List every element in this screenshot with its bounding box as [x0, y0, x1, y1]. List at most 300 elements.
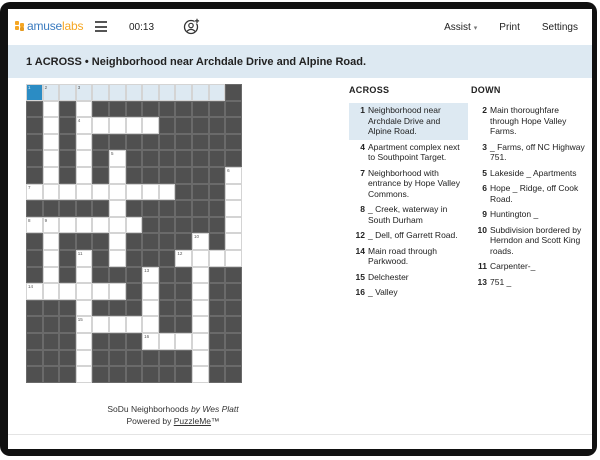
grid-cell[interactable] — [76, 217, 93, 234]
grid-cell[interactable] — [209, 250, 226, 267]
clue-text: Neighborhood with entrance by Hope Valley Commons. — [368, 167, 460, 199]
grid-block — [59, 167, 76, 184]
grid-cell[interactable] — [159, 84, 176, 101]
grid-block — [159, 217, 176, 234]
grid-block — [225, 84, 242, 101]
grid-block — [59, 150, 76, 167]
grid-cell[interactable] — [76, 250, 93, 267]
grid-cell[interactable] — [192, 366, 209, 383]
grid-cell[interactable] — [109, 316, 126, 333]
grid-cell[interactable] — [109, 217, 126, 234]
grid-block — [175, 167, 192, 184]
grid-cell[interactable] — [109, 200, 126, 217]
grid-block — [109, 333, 126, 350]
grid-block — [126, 167, 143, 184]
grid-block — [26, 366, 43, 383]
cell-number: 7 — [28, 184, 31, 190]
grid-block — [142, 101, 159, 118]
clue-number: 11 — [478, 261, 487, 271]
grid-block — [76, 200, 93, 217]
grid-block — [209, 267, 226, 284]
grid-block — [59, 350, 76, 367]
grid-block — [26, 316, 43, 333]
grid-block — [225, 101, 242, 118]
down-clue-11[interactable] — [471, 259, 589, 275]
grid-block — [26, 134, 43, 151]
grid-block — [159, 200, 176, 217]
grid-cell[interactable] — [175, 250, 192, 267]
cell-number: 11 — [77, 250, 83, 256]
grid-cell[interactable] — [142, 300, 159, 317]
grid-block — [225, 150, 242, 167]
grid-cell[interactable] — [109, 167, 126, 184]
grid-cell[interactable] — [225, 250, 242, 267]
grid-cell[interactable] — [142, 84, 159, 101]
grid-block — [225, 366, 242, 383]
grid-cell[interactable] — [209, 84, 226, 101]
down-clue-5[interactable] — [471, 166, 589, 182]
grid-cell[interactable] — [43, 184, 60, 201]
down-clue-13[interactable] — [471, 275, 589, 291]
grid-block — [159, 150, 176, 167]
clue-text: Neighborhood near Archdale Drive and Alpine Road. — [368, 105, 441, 136]
down-heading: DOWN — [471, 85, 501, 95]
down-clue-list — [471, 103, 589, 290]
grid-block — [26, 117, 43, 134]
grid-block — [159, 167, 176, 184]
grid-cell[interactable] — [192, 350, 209, 367]
grid-cell[interactable] — [76, 184, 93, 201]
grid-block — [175, 200, 192, 217]
grid-block — [209, 366, 226, 383]
logo-text-amuse: amuse — [27, 19, 63, 33]
clue-text: Carpenter-_ — [490, 261, 536, 271]
clue-text: Main thoroughfare through Hope Valley Farms. — [490, 105, 567, 136]
cell-number: 12 — [177, 250, 183, 256]
powered-by-label: Powered by — [126, 416, 172, 426]
grid-block — [59, 267, 76, 284]
grid-block — [209, 134, 226, 151]
grid-cell[interactable] — [159, 333, 176, 350]
grid-cell[interactable] — [142, 316, 159, 333]
grid-cell[interactable] — [43, 233, 60, 250]
grid-cell[interactable] — [26, 217, 43, 234]
grid-block — [26, 350, 43, 367]
grid-block — [159, 350, 176, 367]
grid-cell[interactable] — [225, 184, 242, 201]
grid-cell[interactable] — [192, 333, 209, 350]
grid-block — [43, 300, 60, 317]
grid-block — [92, 167, 109, 184]
down-clue-3[interactable] — [471, 140, 589, 166]
grid-cell[interactable] — [142, 184, 159, 201]
grid-block — [159, 250, 176, 267]
grid-block — [192, 134, 209, 151]
clue-number: 7 — [360, 167, 365, 178]
down-clue-2[interactable] — [471, 103, 589, 140]
grid-block — [209, 316, 226, 333]
grid-block — [192, 167, 209, 184]
grid-block — [59, 200, 76, 217]
grid-cell[interactable] — [43, 167, 60, 184]
clue-text: _ Dell, off Garrett Road. — [368, 230, 458, 240]
clue-number: 1 — [360, 105, 365, 115]
across-clue-8[interactable] — [349, 202, 468, 228]
grid-block — [159, 267, 176, 284]
grid-cell[interactable] — [109, 184, 126, 201]
grid-block — [209, 117, 226, 134]
top-bar — [8, 9, 592, 45]
grid-cell[interactable] — [142, 117, 159, 134]
grid-cell[interactable] — [109, 117, 126, 134]
grid-block — [142, 217, 159, 234]
grid-block — [43, 350, 60, 367]
grid-block — [209, 300, 226, 317]
grid-block — [225, 283, 242, 300]
grid-block — [26, 233, 43, 250]
grid-cell[interactable] — [192, 84, 209, 101]
grid-block — [26, 167, 43, 184]
grid-block — [59, 316, 76, 333]
grid-block — [159, 300, 176, 317]
grid-block — [92, 366, 109, 383]
grid-cell[interactable] — [109, 150, 126, 167]
grid-cell[interactable] — [159, 184, 176, 201]
crossword-grid[interactable] — [26, 84, 242, 383]
grid-block — [159, 134, 176, 151]
grid-block — [43, 200, 60, 217]
grid-cell[interactable] — [76, 300, 93, 317]
cell-number: 14 — [28, 284, 34, 290]
down-clue-6[interactable] — [471, 181, 589, 207]
grid-cell[interactable] — [126, 316, 143, 333]
grid-block — [92, 134, 109, 151]
grid-cell[interactable] — [225, 200, 242, 217]
grid-block — [175, 150, 192, 167]
grid-cell[interactable] — [43, 84, 60, 101]
app-screen — [8, 9, 592, 449]
grid-block — [209, 150, 226, 167]
grid-block — [209, 184, 226, 201]
puzzle-title: SoDu Neighborhoods — [107, 404, 189, 414]
grid-cell[interactable] — [126, 117, 143, 134]
grid-cell[interactable] — [225, 217, 242, 234]
grid-block — [126, 283, 143, 300]
grid-block — [126, 333, 143, 350]
crossword-grid-container — [26, 84, 242, 383]
grid-block — [192, 184, 209, 201]
across-clue-15[interactable] — [349, 270, 468, 286]
grid-block — [59, 233, 76, 250]
grid-block — [225, 117, 242, 134]
clue-number: 16 — [355, 287, 365, 297]
grid-cell[interactable] — [92, 316, 109, 333]
clue-number: 10 — [477, 224, 487, 235]
grid-block — [142, 150, 159, 167]
grid-block — [59, 250, 76, 267]
clue-text: Apartment complex next to Southpoint Target. — [368, 141, 460, 162]
grid-block — [126, 233, 143, 250]
grid-cell[interactable] — [76, 316, 93, 333]
grid-block — [92, 233, 109, 250]
grid-block — [92, 101, 109, 118]
grid-cell[interactable] — [26, 283, 43, 300]
across-heading: ACROSS — [349, 85, 390, 95]
grid-cell[interactable] — [92, 217, 109, 234]
clue-text: Delchester — [368, 271, 409, 282]
clue-text: _ Creek, waterway in South Durham — [368, 204, 448, 225]
grid-block — [109, 101, 126, 118]
grid-cell[interactable] — [225, 233, 242, 250]
grid-block — [92, 350, 109, 367]
grid-cell[interactable] — [142, 267, 159, 284]
grid-block — [126, 250, 143, 267]
grid-block — [175, 366, 192, 383]
grid-block — [225, 316, 242, 333]
grid-cell[interactable] — [43, 134, 60, 151]
grid-block — [26, 250, 43, 267]
grid-block — [209, 233, 226, 250]
grid-cell[interactable] — [43, 283, 60, 300]
grid-cell[interactable] — [43, 217, 60, 234]
across-clue-4[interactable] — [349, 140, 468, 166]
grid-block — [142, 366, 159, 383]
timer[interactable]: 00:13 — [129, 22, 155, 33]
cell-number: 13 — [144, 267, 150, 273]
clue-number: 14 — [355, 245, 365, 256]
grid-block — [59, 333, 76, 350]
grid-block — [43, 316, 60, 333]
grid-cell[interactable] — [43, 101, 60, 118]
cell-number: 4 — [77, 118, 81, 124]
chevron-down-icon: ▾ — [473, 25, 478, 32]
grid-cell[interactable] — [92, 184, 109, 201]
grid-cell[interactable] — [92, 283, 109, 300]
across-clue-7[interactable] — [349, 166, 468, 203]
clue-number: 5 — [482, 167, 487, 178]
grid-block — [175, 300, 192, 317]
print-button[interactable]: Print — [499, 22, 520, 33]
grid-block — [159, 316, 176, 333]
clue-number: 4 — [360, 141, 365, 152]
across-clues-panel — [349, 85, 468, 301]
grid-block — [26, 150, 43, 167]
grid-cell[interactable] — [43, 150, 60, 167]
grid-block — [175, 184, 192, 201]
puzzle-author: by Wes Platt — [191, 404, 239, 414]
grid-block — [126, 134, 143, 151]
down-clue-10[interactable] — [471, 223, 589, 260]
grid-block — [159, 117, 176, 134]
grid-cell[interactable] — [76, 366, 93, 383]
grid-cell[interactable] — [76, 283, 93, 300]
grid-block — [92, 250, 109, 267]
grid-cell[interactable] — [76, 134, 93, 151]
grid-block — [209, 350, 226, 367]
down-clues-panel — [471, 85, 589, 290]
grid-block — [43, 366, 60, 383]
grid-block — [126, 300, 143, 317]
grid-block — [175, 267, 192, 284]
grid-cell[interactable] — [126, 217, 143, 234]
clue-text: Lakeside _ Apartments — [490, 167, 577, 178]
hamburger-menu-icon[interactable] — [95, 21, 107, 32]
grid-block — [142, 200, 159, 217]
cell-number: 1 — [28, 85, 31, 90]
grid-cell-selected[interactable] — [26, 84, 43, 101]
grid-block — [192, 101, 209, 118]
grid-cell[interactable] — [109, 283, 126, 300]
clue-text: 751 _ — [490, 276, 512, 287]
grid-block — [192, 117, 209, 134]
across-clue-12[interactable] — [349, 228, 468, 244]
grid-block — [209, 333, 226, 350]
clue-number: 6 — [482, 183, 487, 193]
grid-block — [192, 217, 209, 234]
grid-block — [159, 366, 176, 383]
across-clue-list — [349, 103, 468, 301]
grid-block — [92, 333, 109, 350]
grid-cell[interactable] — [43, 267, 60, 284]
down-clue-9[interactable] — [471, 207, 589, 223]
clue-text: _ Valley — [368, 287, 398, 297]
grid-block — [192, 200, 209, 217]
puzzle-credits: SoDu Neighborhoods by Wes Platt Powered by PuzzleMe™ — [107, 404, 239, 426]
grid-block — [26, 300, 43, 317]
clue-number: 3 — [482, 141, 487, 152]
grid-block — [109, 267, 126, 284]
grid-cell[interactable] — [109, 233, 126, 250]
grid-cell[interactable] — [192, 233, 209, 250]
grid-block — [109, 300, 126, 317]
grid-cell[interactable] — [142, 283, 159, 300]
cell-number: 16 — [144, 333, 150, 339]
grid-block — [175, 316, 192, 333]
grid-cell[interactable] — [109, 84, 126, 101]
clue-text: Main road through Parkwood. — [368, 245, 437, 266]
clue-text: _ Farms, off NC Highway 751. — [490, 141, 585, 162]
grid-block — [109, 350, 126, 367]
grid-cell[interactable] — [76, 350, 93, 367]
logo-text-labs: labs — [62, 19, 84, 33]
amuselabs-logo — [15, 19, 83, 33]
cell-number: 15 — [77, 317, 83, 323]
grid-cell[interactable] — [59, 217, 76, 234]
grid-block — [225, 267, 242, 284]
clue-number: 15 — [355, 271, 365, 282]
grid-cell[interactable] — [175, 333, 192, 350]
grid-cell[interactable] — [225, 167, 242, 184]
puzzleme-link[interactable]: PuzzleMe — [173, 416, 212, 426]
grid-cell[interactable] — [76, 150, 93, 167]
grid-block — [126, 366, 143, 383]
grid-cell[interactable] — [26, 184, 43, 201]
clue-number: 13 — [477, 276, 487, 287]
across-clue-1[interactable] — [349, 103, 468, 140]
grid-block — [59, 300, 76, 317]
grid-block — [92, 150, 109, 167]
clue-number: 2 — [482, 105, 487, 115]
cell-number: 5 — [110, 151, 114, 157]
cell-number: 9 — [44, 217, 48, 223]
grid-cell[interactable] — [192, 283, 209, 300]
grid-cell[interactable] — [59, 84, 76, 101]
clue-text: Subdivision bordered by Herndon and Scott King roads. — [490, 224, 582, 256]
grid-block — [175, 134, 192, 151]
grid-cell[interactable] — [76, 101, 93, 118]
grid-block — [92, 200, 109, 217]
grid-cell[interactable] — [175, 84, 192, 101]
grid-block — [92, 300, 109, 317]
grid-block — [109, 134, 126, 151]
grid-cell[interactable] — [76, 84, 93, 101]
cell-number: 8 — [28, 217, 31, 223]
grid-cell[interactable] — [142, 333, 159, 350]
grid-block — [59, 101, 76, 118]
grid-cell[interactable] — [192, 267, 209, 284]
grid-block — [142, 350, 159, 367]
grid-cell[interactable] — [76, 333, 93, 350]
grid-cell[interactable] — [92, 84, 109, 101]
grid-block — [209, 217, 226, 234]
grid-block — [126, 150, 143, 167]
grid-cell[interactable] — [109, 250, 126, 267]
grid-block — [159, 283, 176, 300]
across-clue-16[interactable] — [349, 285, 468, 301]
logo-mark-icon — [15, 21, 25, 31]
grid-cell[interactable] — [192, 250, 209, 267]
grid-block — [142, 134, 159, 151]
current-clue-bar: 1 ACROSS • Neighborhood near Archdale Drive and Alpine Road. — [8, 45, 592, 78]
clue-text: Huntington _ — [490, 209, 539, 219]
across-clue-14[interactable] — [349, 244, 468, 270]
cell-number: 2 — [44, 85, 48, 90]
assist-menu-button[interactable]: Assist ▾ — [444, 22, 478, 33]
grid-block — [175, 283, 192, 300]
grid-block — [159, 233, 176, 250]
grid-block — [142, 250, 159, 267]
grid-block — [175, 217, 192, 234]
grid-block — [142, 233, 159, 250]
grid-cell[interactable] — [76, 267, 93, 284]
grid-block — [175, 117, 192, 134]
grid-block — [26, 101, 43, 118]
grid-cell[interactable] — [192, 316, 209, 333]
grid-cell[interactable] — [126, 84, 143, 101]
grid-block — [159, 101, 176, 118]
footer-divider — [8, 434, 592, 435]
grid-cell[interactable] — [92, 117, 109, 134]
clue-number: 12 — [355, 230, 365, 240]
grid-cell[interactable] — [76, 167, 93, 184]
grid-cell[interactable] — [59, 283, 76, 300]
settings-button[interactable]: Settings — [541, 22, 578, 33]
grid-block — [92, 267, 109, 284]
grid-cell[interactable] — [43, 250, 60, 267]
grid-block — [126, 200, 143, 217]
grid-block — [126, 350, 143, 367]
grid-cell[interactable] — [59, 184, 76, 201]
grid-cell[interactable] — [43, 117, 60, 134]
grid-cell[interactable] — [192, 300, 209, 317]
grid-cell[interactable] — [126, 184, 143, 201]
grid-block — [209, 200, 226, 217]
add-user-icon[interactable] — [183, 18, 200, 35]
grid-block — [26, 333, 43, 350]
grid-cell[interactable] — [76, 117, 93, 134]
grid-block — [192, 150, 209, 167]
cell-number: 6 — [227, 167, 230, 173]
